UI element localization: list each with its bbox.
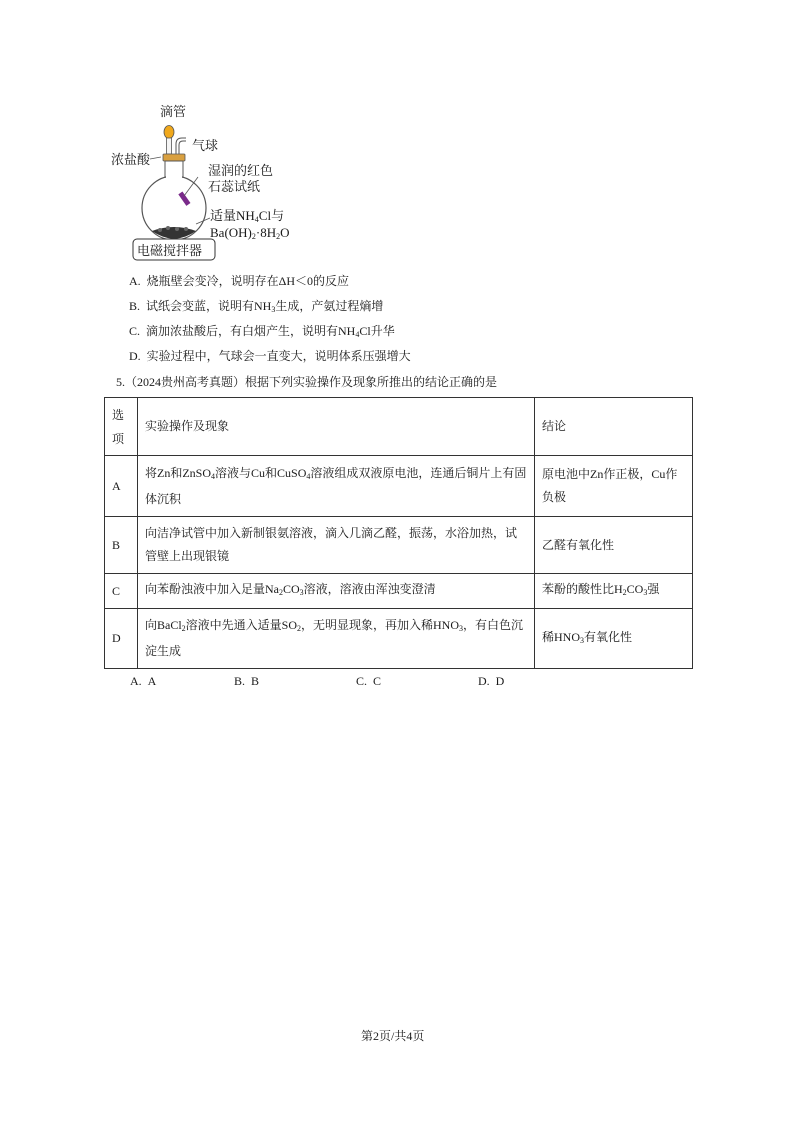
row-option: B — [105, 517, 138, 574]
answer-choice-d: D. D — [478, 674, 505, 688]
q4-option-c: C. 滴加浓盐酸后，有白烟产生，说明有$NH_4Cl$升华 — [129, 324, 395, 339]
row-option: A — [105, 456, 138, 517]
answer-choice-c: C. C — [356, 674, 382, 688]
q4-option-b: B. 试纸会变蓝，说明有$NH_3$生成，产氨过程熵增 — [129, 299, 384, 314]
row-operation: 将Zn和ZnSO$_4$溶液与Cu和CuSO$_4$溶液组成双液原电池，连通后铜片上有固体沉积 — [138, 456, 535, 517]
page-footer: 第2页/共4页 — [361, 1029, 425, 1043]
table-row — [105, 609, 693, 669]
row-conclusion: 稀$HNO_3$有氧化性 — [535, 609, 693, 669]
header-option: 选项 — [105, 398, 138, 456]
conc-hcl-label: 浓盐酸 — [111, 152, 151, 167]
answer-choice-b: B. B — [234, 674, 260, 688]
reagent-label-line1: 适量$NH_4Cl$与 — [210, 208, 285, 224]
row-operation: 向BaCl$_2$溶液中先通入适量$SO_2$，无明显现象，再加入稀$HNO_3$，有白色沉淀生成 — [138, 609, 535, 669]
dropper-label: 滴管 — [160, 104, 187, 119]
paper-label-line2: 石蕊试纸 — [208, 179, 261, 194]
balloon — [176, 138, 186, 154]
table-row — [105, 517, 693, 574]
table-header-row — [105, 398, 693, 456]
row-conclusion: 乙醛有氧化性 — [535, 517, 693, 574]
q4-option-a: A. 烧瓶壁会变冷，说明存在ΔH＜0的反应 — [129, 274, 350, 288]
row-conclusion: 原电池中Zn作正极，Cu作负极 — [535, 456, 693, 517]
header-operation: 实验操作及现象 — [138, 398, 535, 456]
row-operation: 向洁净试管中加入新制银氨溶液，滴入几滴乙醛，振荡，水浴加热，试管壁上出现银镜 — [138, 517, 535, 574]
balloon-label: 气球 — [192, 138, 219, 153]
row-option: C — [105, 574, 138, 609]
q5-stem: 5.（2024贵州高考真题）根据下列实验操作及现象所推出的结论正确的是 — [116, 375, 498, 389]
table-row — [105, 574, 693, 609]
dropper-tube — [167, 138, 172, 154]
table-row — [105, 456, 693, 517]
stirrer-label: 电磁搅拌器 — [137, 243, 203, 258]
header-conclusion: 结论 — [535, 398, 693, 456]
experiment-table — [104, 397, 693, 669]
row-option: D — [105, 609, 138, 669]
reagent-label-line2: $Ba(OH)_2\cdot 8H_2O$ — [210, 225, 290, 241]
row-conclusion: 苯酚的酸性比$H_2CO_3$强 — [535, 574, 693, 609]
stopper — [163, 154, 185, 161]
dropper-bulb — [164, 126, 174, 139]
q4-option-d: D. 实验过程中，气球会一直变大，说明体系压强增大 — [129, 349, 411, 363]
answer-choice-a: A. A — [130, 674, 157, 688]
paper-label-line1: 湿润的红色 — [208, 163, 274, 178]
row-operation: 向苯酚浊液中加入足量$Na_2CO_3$溶液，溶液由浑浊变澄清 — [138, 574, 535, 609]
